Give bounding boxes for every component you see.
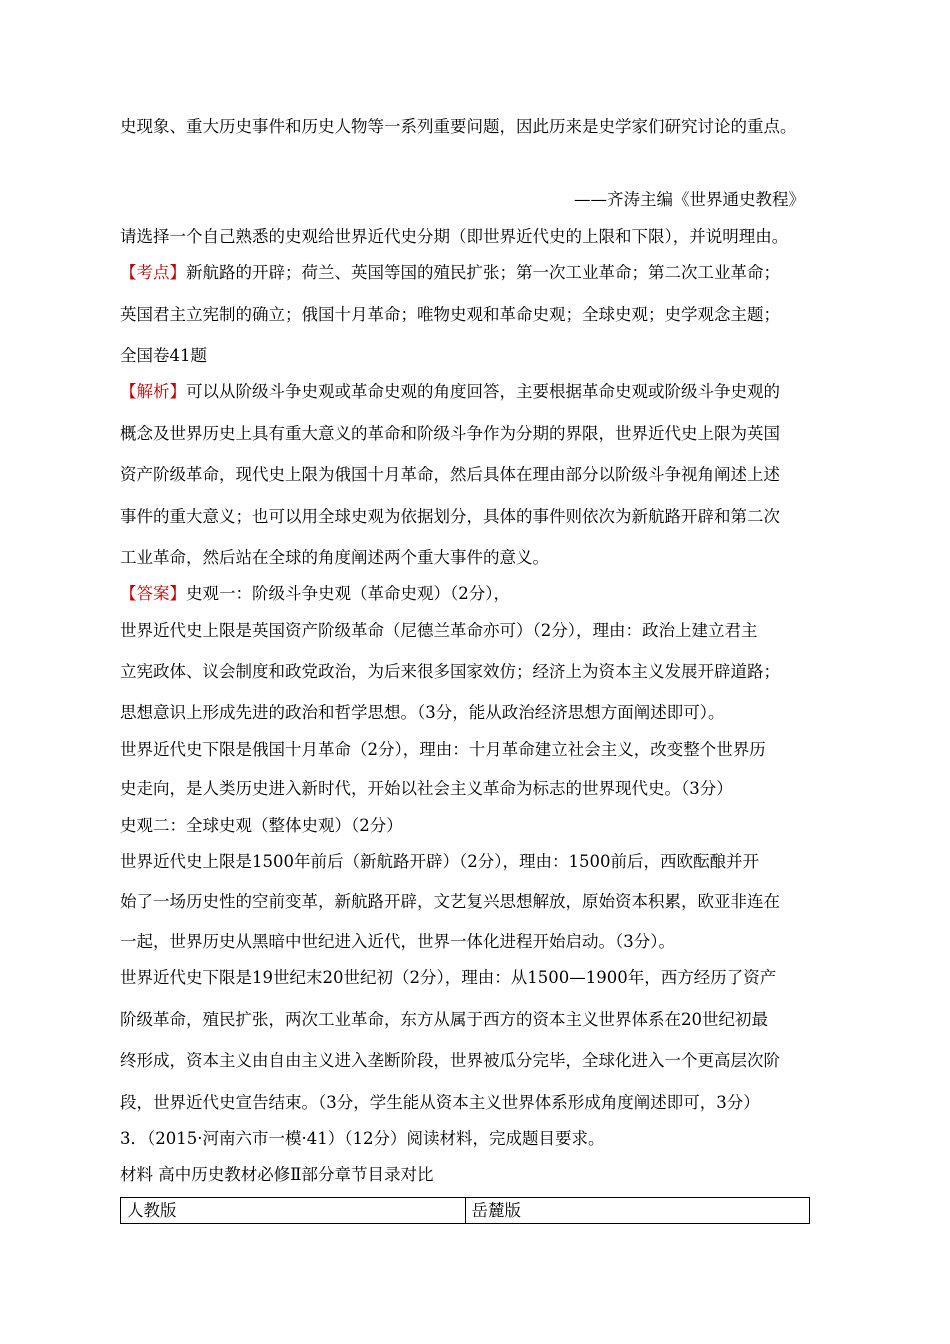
intro-tail-text: 史现象、重大历史事件和历史人物等一系列重要问题，因此历来是史学家们研究讨论的重点。	[120, 117, 797, 136]
answer-line-7: 史观二：全球史观（整体史观）（2分）	[120, 816, 403, 835]
jiexi-line-2: 概念及世界历史上具有重大意义的革命和阶级斗争作为分期的界限，世界近代史上限为英国	[120, 424, 780, 443]
answer-line-5: 世界近代史下限是俄国十月革命（2分），理由：十月革命建立社会主义，改变整个世界历	[120, 740, 766, 759]
textbook-comparison-table	[120, 1197, 810, 1224]
jiexi-line-5: 工业革命，然后站在全球的角度阐述两个重大事件的意义。	[120, 548, 549, 567]
table-header-yuelu: 岳麓版	[465, 1198, 810, 1223]
table-header-renjiao: 人教版	[127, 1201, 177, 1220]
answer-line-1: 【答案】史观一：阶级斗争史观（革命史观）（2分），	[120, 584, 510, 603]
kaodian-line-2: 英国君主立宪制的确立；俄国十月革命；唯物史观和革命史观；全球史观；史学观念主题；	[120, 305, 780, 324]
material-caption: 材料 高中历史教材必修Ⅱ部分章节目录对比	[120, 1165, 434, 1184]
answer-line-10: 一起，世界历史从黑暗中世纪进入近代，世界一体化进程开始启动。（3分）。	[120, 932, 675, 951]
kaodian-line-3: 全国卷41题	[120, 346, 207, 365]
jiexi-line-3: 资产阶级革命，现代史上限为俄国十月革命，然后具体在理由部分以阶级斗争视角阐述上述	[120, 465, 780, 484]
answer-line-2: 世界近代史上限是英国资产阶级革命（尼德兰革命亦可）（2分），理由：政治上建立君主	[120, 621, 758, 640]
question-text: 请选择一个自己熟悉的史观给世界近代史分期（即世界近代史的上限和下限），并说明理由。	[120, 227, 789, 246]
answer-line-14: 段，世界近代史宣告结束。（3分，学生能从资本主义世界体系形成角度阐述即可，3分）	[120, 1093, 760, 1112]
kaodian-line-1: 【考点】新航路的开辟；荷兰、英国等国的殖民扩张；第一次工业革命；第二次工业革命；	[120, 263, 780, 282]
answer-line-11: 世界近代史下限是19世纪末20世纪初（2分），理由：从1500—1900年，西方经历了资产	[120, 968, 777, 987]
answer-line-6: 史走向，是人类历史进入新时代，开始以社会主义革命为标志的世界现代史。（3分）	[120, 779, 733, 798]
answer-line-13: 终形成，资本主义由自由主义进入垄断阶段，世界被瓜分完毕，全球化进入一个更高层次阶	[120, 1051, 780, 1070]
answer-tag: 【答案】	[120, 584, 186, 603]
source-citation: ——齐涛主编《世界通史教程》	[574, 190, 805, 209]
question-3-heading: 3．（2015·河南六市一模·41）（12分）阅读材料，完成题目要求。	[120, 1129, 605, 1148]
jiexi-tag: 【解析】	[120, 382, 186, 401]
kaodian-tag: 【考点】	[120, 263, 186, 282]
jiexi-line-1: 【解析】可以从阶级斗争史观或革命史观的角度回答，主要根据革命史观或阶级斗争史观的	[120, 382, 780, 401]
answer-line-4: 思想意识上形成先进的政治和哲学思想。（3分，能从政治经济思想方面阐述即可）。	[120, 703, 725, 722]
answer-line-12: 阶级革命，殖民扩张，两次工业革命，东方从属于西方的资本主义世界体系在20世纪初最	[120, 1010, 768, 1029]
answer-line-9: 始了一场历史性的空前变革，新航路开辟，文艺复兴思想解放，原始资本积累，欧亚非连在	[120, 892, 780, 911]
answer-line-3: 立宪政体、议会制度和政党政治，为后来很多国家效仿；经济上为资本主义发展开辟道路；	[120, 662, 780, 681]
jiexi-line-4: 事件的重大意义；也可以用全球史观为依据划分，具体的事件则依次为新航路开辟和第二次	[120, 507, 780, 526]
answer-line-8: 世界近代史上限是1500年前后（新航路开辟）（2分），理由：1500前后，西欧酝酿并开	[120, 852, 759, 871]
